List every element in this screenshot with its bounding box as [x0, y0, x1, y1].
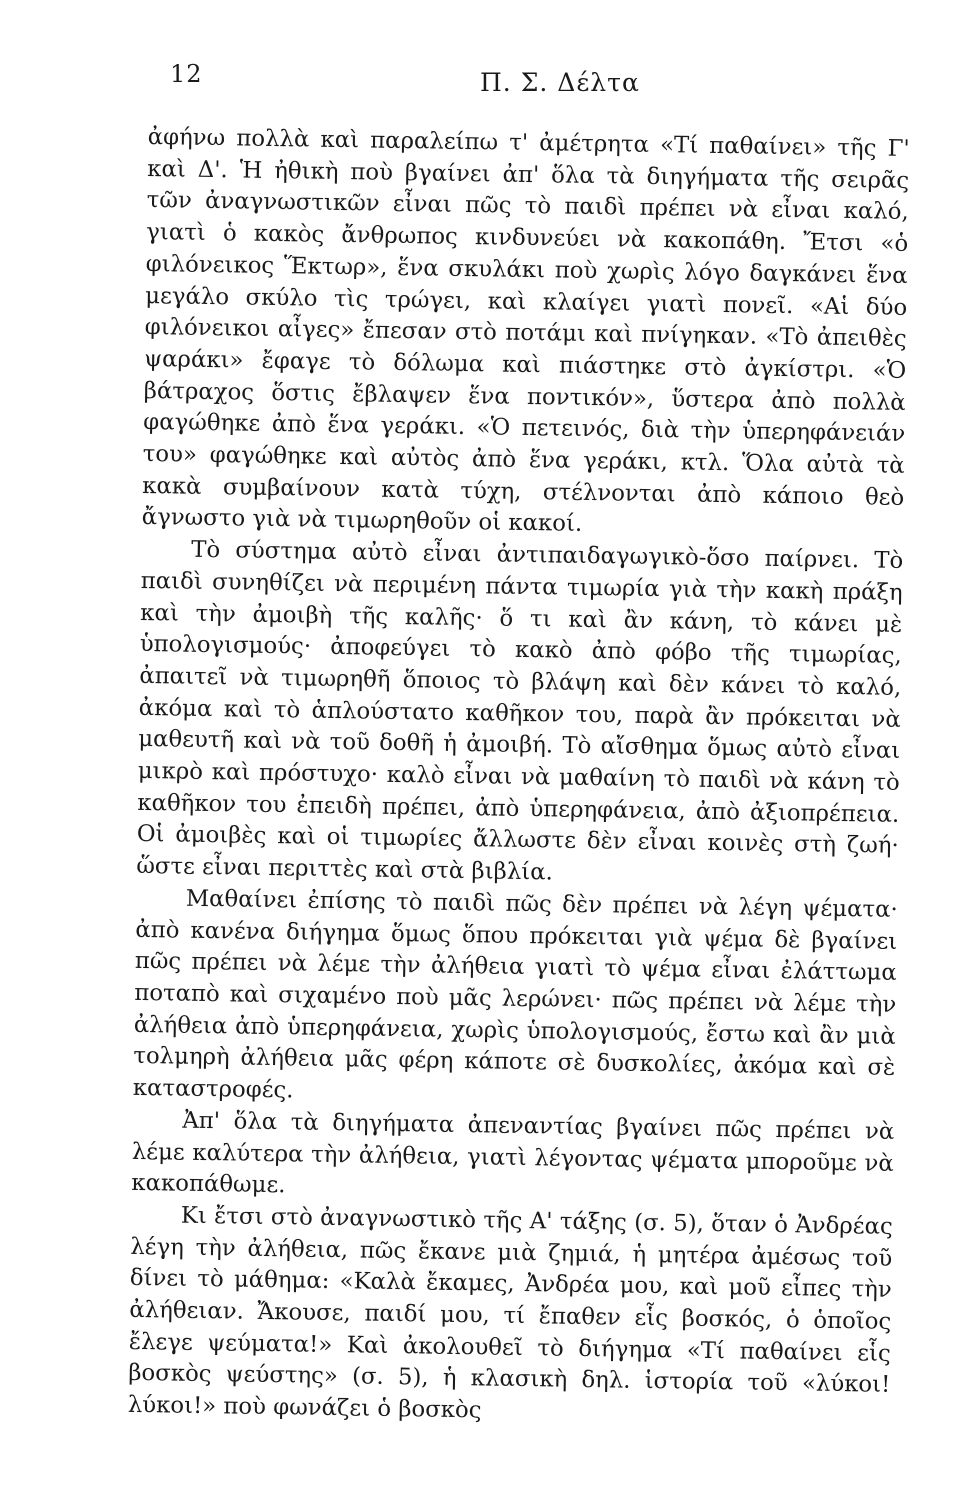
paragraph-5: Κι ἔτσι στὸ ἀναγνωστικὸ τῆς Α' τάξης (σ. 5), ὅταν ὁ Ἀνδρέας λέγη τὴν ἀλήθεια, πῶς ἔκανε μιὰ ζημιά, ἡ μητέρα ἀμέσως τοῦ δίνει τὸ μάθημα: «Καλὰ ἔκαμες, Ἀνδρέα μου, καὶ μοῦ εἶπες τὴν ἀλήθειαν. Ἄκουσε, παιδί μου, τί ἔπαθεν εἷς βοσκός, ὁ ὁποῖος ἔλεγε ψεύματα!» Καὶ ἀκολουθεῖ τὸ διήγημα «Τί παθαίνει εἷς βοσκὸς ψεύστης» (σ. 5), ἡ κλασικὴ δηλ. ἱστορία τοῦ «λύκοι! λύκοι!» ποὺ φωνάζει ὁ βοσκὸς [127, 1202, 893, 1424]
page-header [170, 60, 910, 100]
page-body [128, 122, 910, 1434]
paragraph-4: Ἀπ' ὅλα τὰ διηγήματα ἀπεναντίας βγαίνει πῶς πρέπει νὰ λέμε καλύτερα τὴν ἀλήθεια, γιατὶ λέγοντας ψέματα μποροῦμε νὰ κακοπάθωμε. [131, 1107, 895, 1199]
paragraph-3: Μαθαίνει ἐπίσης τὸ παιδὶ πῶς δὲν πρέπει νὰ λέγη ψέματα· ἀπὸ κανένα διήγημα ὅμως ὅπου πρόκειται γιὰ ψέμα δὲ βγαίνει πῶς πρέπει νὰ λέμε τὴν ἀλήθεια γιατὶ τὸ ψέμα εἶναι ἐλάττωμα ποταπὸ καὶ σιχαμένο ποὺ μᾶς λερώνει· πῶς πρέπει νὰ λέμε τὴν ἀλήθεια ἀπὸ ὑπερηφάνεια, χωρὶς ὑπολογισμούς, ἔστω καὶ ἂν μιὰ τολμηρὴ ἀλήθεια μᾶς φέρη κάποτε σὲ δυσκολίες, ἀκόμα καὶ σὲ καταστροφές. [132, 885, 898, 1104]
paragraph-1: ἀφήνω πολλὰ καὶ παραλείπω τ' ἀμέτρητα «Τί παθαίνει» τῆς Γ' καὶ Δ'. Ἡ ἠθικὴ ποὺ βγαίνει ἀπ' ὅλα τὰ διηγήματα τῆς σειρᾶς τῶν ἀναγνωστικῶν εἶναι πῶς τὸ παιδὶ πρέπει νὰ εἶναι καλό, γιατὶ ὁ κακὸς ἄνθρωπος κινδυνεύει νὰ κακοπάθη. Ἔτσι «ὁ φιλόνεικος Ἕκτωρ», ἕνα σκυλάκι ποὺ χωρὶς λόγο δαγκάνει ἕνα μεγάλο σκύλο τὶς τρώγει, καὶ κλαίγει γιατὶ πονεῖ. «Αἱ δύο φιλόνεικοι αἶγες» ἔπεσαν στὸ ποτάμι καὶ πνίγηκαν. «Τὸ ἀπειθὲς ψαράκι» ἔφαγε τὸ δόλωμα καὶ πιάστηκε στὸ ἀγκίστρι. «Ὁ βάτραχος ὅστις ἔβλαψεν ἕνα ποντικόν», ὕστερα ἀπὸ πολλὰ φαγώθηκε ἀπὸ ἕνα γεράκι. «Ὁ πετεινός, διὰ τὴν ὑπερηφάνειάν του» φαγώθηκε καὶ αὐτὸς ἀπὸ ἕνα γεράκι, κτλ. Ὅλα αὐτὰ τὰ κακὰ συμβαίνουν κατὰ τύχη, στέλνονται ἀπὸ κάποιο θεὸ ἄγνωστο γιὰ νὰ τιμωρηθοῦν οἱ κακοί. [141, 123, 910, 538]
running-title: Π. Σ. Δέλτα [480, 68, 640, 97]
paragraph-2: Τὸ σύστημα αὐτὸ εἶναι ἀντιπαιδαγωγικὸ-ὅσο παίρνει. Τὸ παιδὶ συνηθίζει νὰ περιμένη πάντα τιμωρία γιὰ τὴν κακὴ πράξη καὶ τὴν ἀμοιβὴ τῆς καλῆς· ὅ τι καὶ ἂν κάνη, τὸ κάνει μὲ ὑπολογισμούς· ἀποφεύγει τὸ κακὸ ἀπὸ φόβο τῆς τιμωρίας, ἀπαιτεῖ νὰ τιμωρηθῆ ὅποιος τὸ βλάψη καὶ δὲν κάνει τὸ καλό, ἀκόμα καὶ τὸ ἁπλούστατο καθῆκον του, παρὰ ἂν πρόκειται νὰ μαθευτῆ καὶ νὰ τοῦ δοθῆ ἡ ἀμοιβή. Τὸ αἴσθημα ὅμως αὐτὸ εἶναι μικρὸ καὶ πρόστυχο· καλὸ εἶναι νὰ μαθαίνη τὸ παιδὶ νὰ κάνη τὸ καθῆκον του ἐπειδὴ πρέπει, ἀπὸ ὑπερηφάνεια, ἀπὸ ἀξιοπρέπεια. Οἱ ἀμοιβὲς καὶ οἱ τιμωρίες ἄλλωστε δὲν εἶναι κοινὲς στὴ ζωή· ὥστε εἶναι περιττὲς καὶ στὰ βιβλία. [136, 536, 904, 886]
page-number: 12 [170, 60, 203, 88]
